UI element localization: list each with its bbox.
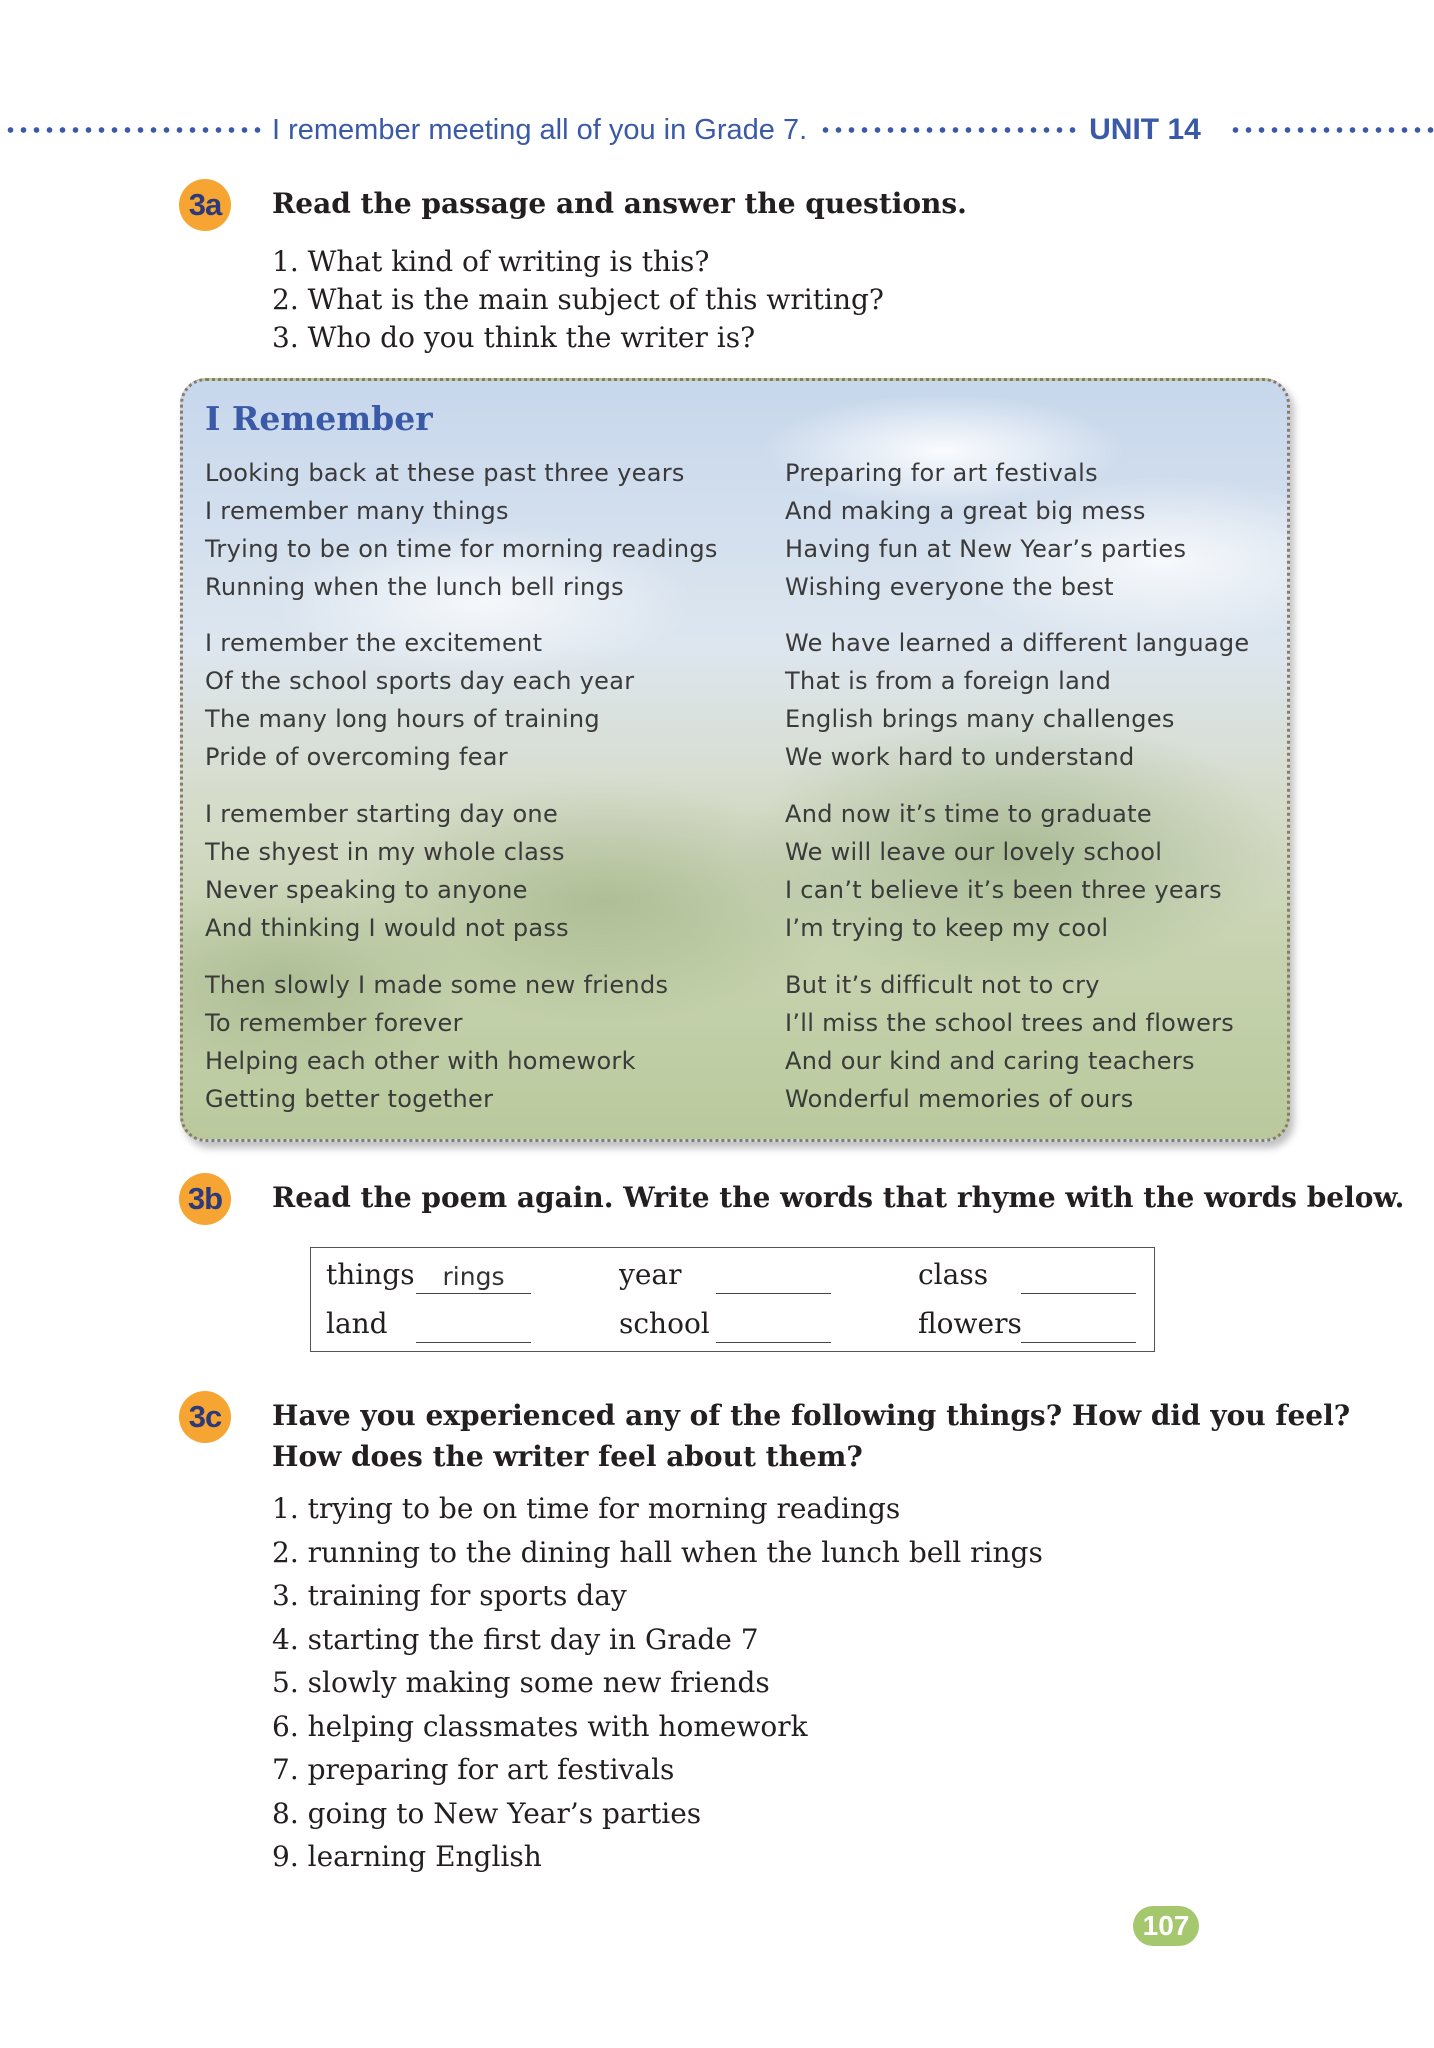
poem-line: Helping each other with homework [205,1047,636,1075]
rhyme-answer-blank[interactable] [1021,1309,1136,1343]
rhyme-word: flowers [918,1307,1022,1340]
header-title: I remember meeting all of you in Grade 7. [272,113,808,146]
page-number: 107 [1133,1906,1199,1946]
question-item: 1. What kind of writing is this? [272,245,710,278]
poem-line: Pride of overcoming fear [205,743,508,771]
poem-stanza-right-4 [785,966,1290,1118]
poem-line: Trying to be on time for morning readings [205,535,718,563]
poem-line: The many long hours of training [205,705,600,733]
section-3a-instruction: Read the passage and answer the questions. [272,187,967,220]
header-dots-middle [819,127,1077,133]
rhyme-word: things [326,1258,415,1291]
poem-stanza-left-2 [205,624,745,776]
rhyme-word: year [619,1258,682,1291]
list-item: 2. running to the dining hall when the lunch bell rings [272,1535,1043,1569]
rhyme-word: class [918,1258,989,1291]
section-3c-badge: 3c [179,1391,231,1443]
rhyme-answer-blank[interactable] [1021,1260,1136,1294]
rhyme-word: school [619,1307,710,1340]
poem-line: English brings many challenges [785,705,1175,733]
rhyme-answer-blank[interactable] [416,1260,531,1294]
poem-line: The shyest in my whole class [205,838,565,866]
list-item: 8. going to New Year’s parties [272,1796,702,1830]
poem-line: Preparing for art festivals [785,459,1098,487]
question-item: 3. Who do you think the writer is? [272,321,756,354]
poem-line: Wishing everyone the best [785,573,1114,601]
poem-line: We will leave our lovely school [785,838,1163,866]
section-3c-list [272,1487,1043,1879]
section-3c-instruction-line2: How does the writer feel about them? [272,1440,863,1473]
header-dots-left [4,127,262,133]
poem-line: We have learned a different language [785,629,1250,657]
poem-stanza-right-2 [785,624,1290,776]
list-item: 7. preparing for art festivals [272,1753,675,1786]
list-item: 6. helping classmates with homework [272,1709,808,1743]
list-item: 9. learning English [272,1840,542,1873]
poem-line: And making a great big mess [785,497,1146,525]
rhyme-answer-blank[interactable] [416,1309,531,1343]
poem-line: Getting better together [205,1085,494,1113]
page-header [0,108,1434,152]
poem-line: I remember many things [205,497,509,525]
poem-line: And now it’s time to graduate [785,800,1152,828]
list-item: 4. starting the first day in Grade 7 [272,1622,759,1656]
rhyme-answer: rings [442,1262,505,1291]
poem-line: That is from a foreign land [785,667,1112,695]
poem-line: I’ll miss the school trees and flowers [785,1009,1235,1037]
poem-line: Running when the lunch bell rings [205,573,624,601]
list-item: 5. slowly making some new friends [272,1666,770,1699]
section-3c-instruction-line1: Have you experienced any of the following things? How did you feel? [272,1399,1351,1432]
poem-line: Wonderful memories of ours [785,1085,1134,1113]
poem-stanza-right-1 [785,454,1290,606]
poem-line: And our kind and caring teachers [785,1047,1195,1075]
section-3a-questions [272,243,884,357]
poem-line: We work hard to understand [785,743,1135,771]
poem-stanza-left-4 [205,966,745,1118]
rhyme-word: land [326,1307,388,1340]
poem-box [180,378,1290,1142]
poem-line: But it’s difficult not to cry [785,971,1100,999]
poem-line: Never speaking to anyone [205,876,528,904]
poem-stanza-right-3 [785,795,1290,947]
poem-line: Having fun at New Year’s parties [785,535,1187,563]
header-dots-right [1229,127,1434,133]
list-item: 1. trying to be on time for morning readings [272,1492,901,1525]
poem-line: And thinking I would not pass [205,914,569,942]
poem-line: Of the school sports day each year [205,667,635,695]
poem-stanza-left-1 [205,454,745,606]
poem-line: I’m trying to keep my cool [785,914,1109,942]
poem-line: To remember forever [205,1009,463,1037]
unit-label: UNIT 14 [1089,113,1201,146]
rhyme-answer-blank[interactable] [716,1260,831,1294]
poem-line: I remember the excitement [205,629,543,657]
poem-stanza-left-3 [205,795,745,947]
poem-line: Then slowly I made some new friends [205,971,669,999]
section-3a-badge: 3a [179,179,231,231]
list-item: 3. training for sports day [272,1579,627,1612]
section-3b-instruction: Read the poem again. Write the words that rhyme with the words below. [272,1181,1405,1214]
poem-line: I remember starting day one [205,800,559,828]
section-3b-badge: 3b [179,1173,231,1225]
rhyme-answer-blank[interactable] [716,1309,831,1343]
question-item: 2. What is the main subject of this writing? [272,283,884,316]
poem-line: Looking back at these past three years [205,459,685,487]
rhyme-table [310,1247,1155,1352]
poem-title: I Remember [205,399,433,438]
poem-line: I can’t believe it’s been three years [785,876,1222,904]
